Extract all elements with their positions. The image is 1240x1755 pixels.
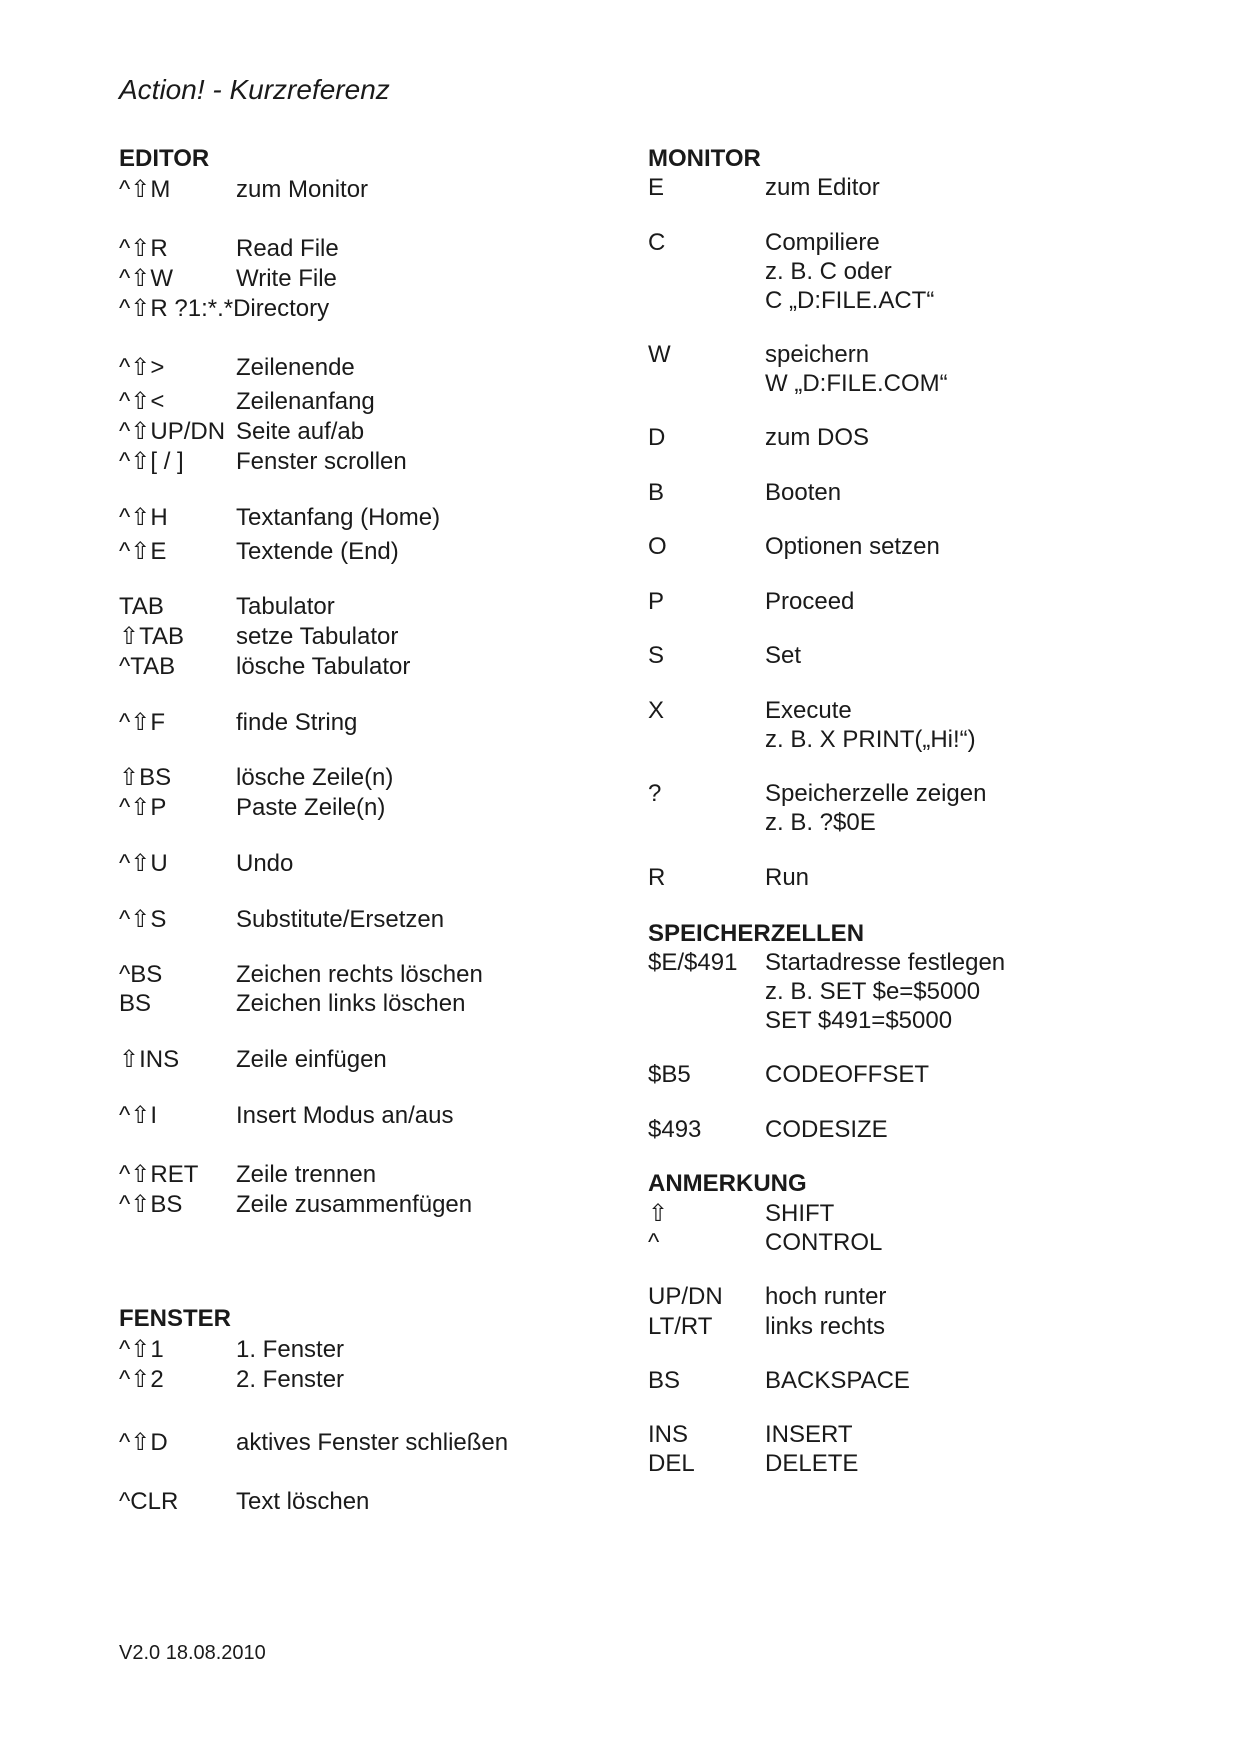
shortcut-description: Zeile einfügen — [236, 1046, 387, 1073]
command-key: X — [648, 697, 665, 724]
shortcut-description: Zeichen links löschen — [236, 990, 466, 1017]
shortcut-description: Fenster scrollen — [236, 448, 407, 475]
shortcut-key: ^⇧> — [119, 354, 165, 381]
shortcut-key: ^⇧U — [119, 850, 168, 877]
shortcut-description: Textanfang (Home) — [236, 504, 441, 531]
command-description: speichern — [765, 341, 870, 368]
monitor-heading: MONITOR — [648, 145, 761, 172]
shortcut-description: Zeilenende — [236, 354, 355, 381]
address-key: $B5 — [648, 1061, 691, 1088]
address-description: z. B. SET $e=$5000 — [765, 978, 981, 1005]
command-description: Optionen setzen — [765, 533, 940, 560]
symbol-key: DEL — [648, 1450, 695, 1477]
shortcut-key: BS — [119, 990, 152, 1017]
shortcut-key: ⇧INS — [119, 1046, 180, 1073]
command-key: O — [648, 533, 667, 560]
shortcut-key: ^⇧I — [119, 1102, 158, 1129]
symbol-description: links rechts — [765, 1313, 886, 1340]
shortcut-description: lösche Tabulator — [236, 653, 411, 680]
shortcut-key: ^⇧1 — [119, 1336, 164, 1363]
command-key: B — [648, 479, 665, 506]
shortcut-description: Insert Modus an/aus — [236, 1102, 454, 1129]
symbol-key: ^ — [648, 1229, 660, 1256]
symbol-key: BS — [648, 1367, 681, 1394]
shortcut-description: Zeilenanfang — [236, 388, 375, 415]
shortcut-key: ^⇧RET — [119, 1161, 199, 1188]
shortcut-key: ^⇧D — [119, 1429, 168, 1456]
shortcut-description: Paste Zeile(n) — [236, 794, 386, 821]
symbol-key: UP/DN — [648, 1283, 723, 1310]
shortcut-key: ^⇧F — [119, 709, 166, 736]
command-description: zum Editor — [765, 174, 880, 201]
symbol-description: hoch runter — [765, 1283, 887, 1310]
shortcut-description: Tabulator — [236, 593, 335, 620]
shortcut-key: ^⇧E — [119, 538, 167, 565]
shortcut-key: ^⇧P — [119, 794, 167, 821]
symbol-description: SHIFT — [765, 1200, 835, 1227]
shortcut-description: Zeichen rechts löschen — [236, 961, 483, 988]
symbol-description: DELETE — [765, 1450, 859, 1477]
editor-heading: EDITOR — [119, 145, 210, 172]
command-description: Execute — [765, 697, 852, 724]
command-key: ? — [648, 780, 662, 807]
command-key: W — [648, 341, 671, 368]
shortcut-description: Textende (End) — [236, 538, 399, 565]
shortcut-description: Seite auf/ab — [236, 418, 365, 445]
symbol-description: BACKSPACE — [765, 1367, 910, 1394]
shortcut-key: ^⇧2 — [119, 1366, 164, 1393]
shortcut-key: ^BS — [119, 961, 163, 988]
command-description: z. B. X PRINT(„Hi!“) — [765, 726, 976, 753]
shortcut-key: ^⇧R — [119, 235, 168, 262]
shortcut-description: Undo — [236, 850, 294, 877]
shortcut-key: ^⇧H — [119, 504, 168, 531]
shortcut-key: ^⇧W — [119, 265, 174, 292]
command-description: Set — [765, 642, 802, 669]
shortcut-key: ^⇧[ / ] — [119, 448, 184, 475]
shortcut-description: Substitute/Ersetzen — [236, 906, 445, 933]
shortcut-description: Read File — [236, 235, 339, 262]
shortcut-description: 2. Fenster — [236, 1366, 345, 1393]
command-description: Run — [765, 864, 810, 891]
command-description: z. B. ?$0E — [765, 809, 876, 836]
shortcut-description: finde String — [236, 709, 358, 736]
address-key: $493 — [648, 1116, 702, 1143]
shortcut-key: ^⇧S — [119, 906, 167, 933]
command-key: S — [648, 642, 665, 669]
command-key: D — [648, 424, 666, 451]
version-footer: V2.0 18.08.2010 — [119, 1642, 266, 1664]
shortcut-description: Write File — [236, 265, 337, 292]
address-description: Startadresse festlegen — [765, 949, 1006, 976]
command-description: W „D:FILE.COM“ — [765, 370, 948, 397]
command-description: zum DOS — [765, 424, 870, 451]
command-description: z. B. C oder — [765, 258, 892, 285]
symbol-description: INSERT — [765, 1421, 853, 1448]
shortcut-description: Text löschen — [236, 1488, 370, 1515]
command-description: Booten — [765, 479, 842, 506]
speicherzellen-heading: SPEICHERZELLEN — [648, 920, 865, 947]
symbol-key: LT/RT — [648, 1313, 713, 1340]
shortcut-key: ^⇧BS — [119, 1191, 183, 1218]
shortcut-description: lösche Zeile(n) — [236, 764, 394, 791]
shortcut-key: ^⇧R ?1:*.*Directory — [119, 295, 330, 322]
command-key: C — [648, 229, 666, 256]
shortcut-key: ^TAB — [119, 653, 176, 680]
shortcut-key: TAB — [119, 593, 164, 620]
command-key: P — [648, 588, 665, 615]
shortcut-key: ^⇧UP/DN — [119, 418, 226, 445]
symbol-description: CONTROL — [765, 1229, 883, 1256]
symbol-key: INS — [648, 1421, 689, 1448]
shortcut-description: aktives Fenster schließen — [236, 1429, 509, 1456]
command-description: Speicherzelle zeigen — [765, 780, 987, 807]
shortcut-key: ^⇧M — [119, 176, 171, 203]
command-description: C „D:FILE.ACT“ — [765, 287, 935, 314]
page-title: Action! - Kurzreferenz — [119, 74, 390, 105]
shortcut-key: ⇧TAB — [119, 623, 185, 650]
anmerkung-heading: ANMERKUNG — [648, 1170, 807, 1197]
address-description: SET $491=$5000 — [765, 1007, 953, 1034]
shortcut-key: ⇧BS — [119, 764, 172, 791]
command-key: R — [648, 864, 666, 891]
shortcut-description: 1. Fenster — [236, 1336, 345, 1363]
symbol-key: ⇧ — [648, 1200, 669, 1227]
shortcut-description: Zeile zusammenfügen — [236, 1191, 473, 1218]
fenster-heading: FENSTER — [119, 1305, 232, 1332]
shortcut-description: Zeile trennen — [236, 1161, 377, 1188]
address-key: $E/$491 — [648, 949, 738, 976]
command-description: Proceed — [765, 588, 855, 615]
address-description: CODEOFFSET — [765, 1061, 930, 1088]
address-description: CODESIZE — [765, 1116, 888, 1143]
shortcut-description: zum Monitor — [236, 176, 369, 203]
command-key: E — [648, 174, 665, 201]
shortcut-key: ^⇧< — [119, 388, 165, 415]
shortcut-key: ^CLR — [119, 1488, 179, 1515]
command-description: Compiliere — [765, 229, 880, 256]
shortcut-description: setze Tabulator — [236, 623, 399, 650]
